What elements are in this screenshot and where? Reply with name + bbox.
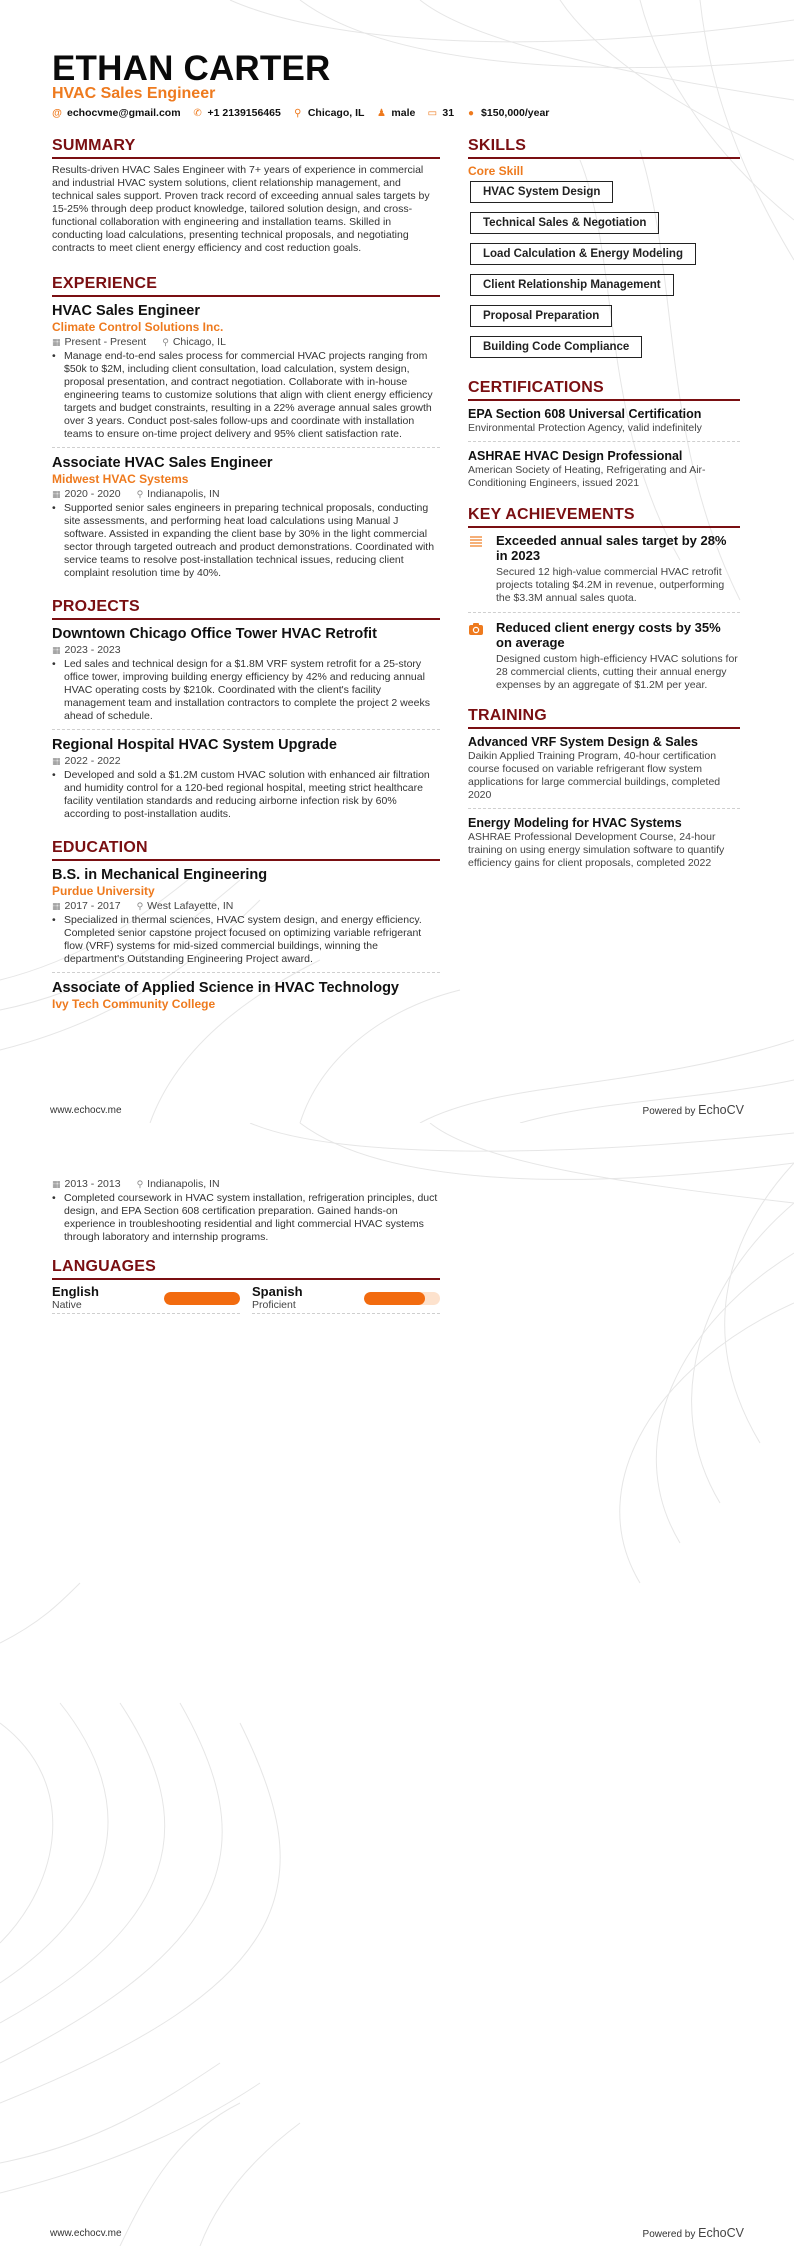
school-name: Ivy Tech Community College — [52, 997, 216, 1011]
language-item — [252, 1285, 440, 1314]
project-dates: 2022 - 2022 — [64, 755, 121, 767]
education-dates: 2017 - 2017 — [64, 900, 121, 912]
certification-desc: American Society of Heating, Refrigerating and Air-Conditioning Engineers, issued 2021 — [468, 464, 706, 489]
job-location: Chicago, IL — [172, 336, 226, 348]
job-bullet — [52, 350, 440, 441]
education-dates: 2013 - 2013 — [64, 1178, 121, 1190]
job-location: Indianapolis, IN — [147, 488, 220, 500]
job-bullet — [52, 502, 440, 580]
language-level: Proficient — [252, 1299, 296, 1311]
language-name: Spanish — [252, 1284, 303, 1299]
calendar-icon: ▦ — [52, 645, 61, 655]
education-meta — [52, 1178, 440, 1191]
job-title: HVAC Sales Engineer — [52, 303, 201, 319]
education-item — [52, 979, 440, 1012]
achievement-desc: Designed custom high-efficiency HVAC solutions for 28 commercial clients, cutting their annual energy expenses by an aggregate of $1.2M per year. — [496, 653, 738, 691]
candidate-job-title: HVAC Sales Engineer — [52, 85, 216, 102]
section-heading-training: TRAINING — [468, 707, 740, 729]
training-title: Advanced VRF System Design & Sales — [468, 735, 698, 749]
footer-website-link[interactable]: www.echocv.me — [50, 1105, 122, 1116]
achievement-title: Exceeded annual sales target by 28% in 2023 — [496, 533, 727, 563]
section-heading-experience: EXPERIENCE — [52, 275, 440, 297]
training-item — [468, 734, 740, 809]
bullet-text: Led sales and technical design for a $1.8M VRF system retrofit for a 25-story office tower, improving building energy efficiency by 42% and reducing annual HVAC operating costs by $210k. Coordinated with the client's facility management team and installation contractors to complete the project 2 weeks ahead of schedule. — [64, 658, 430, 722]
section-heading-achievements: KEY ACHIEVEMENTS — [468, 506, 740, 528]
project-meta — [52, 644, 440, 657]
education-location: Indianapolis, IN — [147, 1178, 220, 1190]
section-heading-education: EDUCATION — [52, 839, 440, 861]
education-item-continued — [52, 1178, 440, 1244]
skills-section — [468, 137, 740, 367]
bullet-icon: • — [52, 769, 56, 781]
bullet-text: Completed coursework in HVAC system installation, refrigeration principles, duct design, and EPA Section 608 certification preparation. Gained hands-on experience in troubleshooting residential and light commercial HVAC systems through laboratory and internship programs. — [64, 1192, 438, 1243]
company-name: Midwest HVAC Systems — [52, 472, 189, 486]
summary-text: Results-driven HVAC Sales Engineer with 7+ years of experience in commercial and industrial HVAC system solutions, client relationship management, and technical sales support. Proven track record of exceeding annual sales targets by 15-25% through deep product knowledge, tailored solution design, and cross-functional collaboration with engineering and installation teams. Skilled in conducting load calculations, presenting technical proposals, and negotiating contracts to meet client energy efficiency and cost reduction goals. — [52, 164, 430, 254]
language-level: Native — [52, 1299, 82, 1311]
calendar-icon: ▦ — [52, 901, 61, 911]
skill-chip: Client Relationship Management — [470, 274, 674, 296]
company-name: Climate Control Solutions Inc. — [52, 320, 224, 334]
calendar-icon: ▭ — [427, 107, 438, 119]
experience-section — [52, 275, 440, 586]
skill-chip: Technical Sales & Negotiation — [470, 212, 659, 234]
at-icon: @ — [52, 107, 62, 119]
left-column — [52, 137, 440, 1012]
certification-item — [468, 448, 740, 496]
language-proficiency-bar — [164, 1292, 240, 1305]
language-proficiency-bar — [364, 1292, 440, 1305]
section-heading-certifications: CERTIFICATIONS — [468, 379, 740, 401]
training-section — [468, 707, 740, 876]
contact-age — [427, 107, 454, 119]
bullet-text: Developed and sold a $1.2M custom HVAC solution with enhanced air filtration and humidity control for a 120-bed regional hospital, meeting strict healthcare facility ventilation standards and reducing airborne infection risk by 60% according to post-installation audits. — [64, 769, 430, 820]
achievement-title: Reduced client energy costs by 35% on average — [496, 620, 721, 650]
brand-name[interactable]: EchoCV — [698, 2226, 744, 2240]
resume-page-2 — [0, 1123, 794, 2246]
email-text: echocvme@gmail.com — [67, 107, 181, 119]
right-column — [468, 137, 740, 882]
project-bullet — [52, 658, 440, 723]
project-item — [52, 625, 440, 730]
language-name: English — [52, 1284, 99, 1299]
location-pin-icon: ⚲ — [136, 901, 144, 911]
footer-powered-by — [643, 2226, 744, 2240]
achievement-item — [468, 620, 740, 699]
left-column-continued — [52, 1177, 440, 1314]
education-section — [52, 839, 440, 1012]
school-name: Purdue University — [52, 884, 155, 898]
degree-title: Associate of Applied Science in HVAC Technology — [52, 980, 399, 996]
job-meta — [52, 488, 440, 501]
calendar-icon: ▦ — [52, 756, 61, 766]
location-text: Chicago, IL — [307, 107, 365, 119]
calendar-icon: ▦ — [52, 337, 61, 347]
education-location: West Lafayette, IN — [147, 900, 234, 912]
certification-title: ASHRAE HVAC Design Professional — [468, 449, 683, 463]
bullet-icon: • — [52, 1192, 56, 1204]
phone-icon: ✆ — [193, 107, 202, 119]
powered-by-label: Powered by — [642, 1106, 699, 1117]
training-item — [468, 815, 740, 876]
brand-name[interactable]: EchoCV — [698, 1103, 744, 1117]
location-pin-icon: ⚲ — [136, 1179, 144, 1189]
contact-phone[interactable] — [193, 107, 281, 119]
proficiency-fill — [364, 1292, 425, 1305]
bullet-text: Manage end-to-end sales process for commercial HVAC projects ranging from $50k to $2M, including client consultation, load calculation, system design, proposal presentation, and contract negotiation. Collaborate with in-house engineering teams to customize solutions that align with client energy efficiency targets and budget constraints, resulting in a 22% average annual sales growth over 3 years. Conduct post-sales follow-ups and coordinate with installation teams to ensure on-time project delivery and 95% client satisfaction rate. — [64, 350, 433, 440]
skill-chip-list — [468, 181, 740, 367]
training-title: Energy Modeling for HVAC Systems — [468, 816, 682, 830]
language-list — [52, 1285, 440, 1314]
footer-website-link[interactable]: www.echocv.me — [50, 2228, 122, 2239]
location-pin-icon: ⚲ — [294, 107, 302, 119]
phone-text: +1 2139156465 — [207, 107, 281, 119]
contact-bar — [52, 107, 549, 119]
bullet-text: Supported senior sales engineers in preparing technical proposals, conducting site assessments, and performing heat load calculations using Manual J software. Assisted in expanding the client base by 30% in the light commercial sector through targeted outreach and product demonstrations. Coordinated with service teams to resolve post-installation technical issues, reducing client complaint resolution time by 40%. — [64, 502, 435, 579]
project-bullet — [52, 769, 440, 821]
location-pin-icon: ⚲ — [162, 337, 169, 347]
dollar-coin-icon: ● — [468, 107, 475, 119]
footer-powered-by — [643, 1103, 744, 1117]
languages-section — [52, 1258, 440, 1314]
education-meta — [52, 900, 440, 913]
project-item — [52, 736, 440, 827]
achievement-item — [468, 533, 740, 613]
bullet-icon: • — [52, 914, 56, 926]
education-bullet — [52, 914, 440, 966]
contact-salary — [466, 107, 549, 119]
bullet-icon: • — [52, 350, 56, 362]
salary-text: $150,000/year — [481, 107, 550, 119]
camera-icon — [468, 620, 484, 692]
job-dates: 2020 - 2020 — [64, 488, 121, 500]
skill-chip: Proposal Preparation — [470, 305, 612, 327]
proficiency-fill — [164, 1292, 240, 1305]
summary-section — [52, 137, 440, 255]
training-desc: Daikin Applied Training Program, 40-hour certification course focused on variable refrigerant flow system applications for large commercial buildings, completed 2020 — [468, 750, 721, 801]
section-heading-languages: LANGUAGES — [52, 1258, 440, 1280]
skill-chip: Load Calculation & Energy Modeling — [470, 243, 696, 265]
skill-group-label: Core Skill — [468, 164, 524, 178]
skill-chip: HVAC System Design — [470, 181, 613, 203]
candidate-name: ETHAN CARTER — [52, 49, 331, 88]
section-heading-summary: SUMMARY — [52, 137, 440, 159]
certification-title: EPA Section 608 Universal Certification — [468, 407, 702, 421]
job-meta — [52, 336, 440, 349]
project-dates: 2023 - 2023 — [64, 644, 121, 656]
education-bullet — [52, 1192, 440, 1244]
certification-item — [468, 406, 740, 442]
bullet-icon: • — [52, 658, 56, 670]
powered-by-label: Powered by — [642, 2229, 699, 2240]
achievements-section — [468, 506, 740, 699]
contact-email[interactable] — [52, 107, 181, 119]
education-item — [52, 866, 440, 973]
calendar-icon: ▦ — [52, 1179, 61, 1189]
person-icon: ♟ — [376, 107, 386, 119]
project-meta — [52, 755, 440, 768]
language-item — [52, 1285, 240, 1314]
gender-text: male — [391, 107, 416, 119]
contact-gender — [376, 107, 415, 119]
bullet-text: Specialized in thermal sciences, HVAC system design, and energy efficiency. Completed senior capstone project focused on optimizing variable refrigerant flow (VRF) systems for mid-sized commercial buildings, winning the department's Outstanding Engineering Project award. — [64, 914, 422, 965]
bullet-icon: • — [52, 502, 56, 514]
calendar-icon: ▦ — [52, 489, 61, 499]
project-title: Regional Hospital HVAC System Upgrade — [52, 737, 337, 753]
age-text: 31 — [442, 107, 455, 119]
section-heading-skills: SKILLS — [468, 137, 740, 159]
certifications-section — [468, 379, 740, 496]
certification-desc: Environmental Protection Agency, valid indefinitely — [468, 422, 702, 434]
location-pin-icon: ⚲ — [136, 489, 144, 499]
experience-item — [52, 302, 440, 448]
bars-icon — [468, 533, 484, 605]
job-dates: Present - Present — [64, 336, 147, 348]
degree-title: B.S. in Mechanical Engineering — [52, 867, 268, 883]
skill-chip: Building Code Compliance — [470, 336, 642, 358]
project-title: Downtown Chicago Office Tower HVAC Retrofit — [52, 626, 377, 642]
projects-section — [52, 598, 440, 827]
job-title: Associate HVAC Sales Engineer — [52, 455, 273, 471]
achievement-desc: Secured 12 high-value commercial HVAC retrofit projects totaling $4.2M in revenue, outperforming the $3.3M annual sales quota. — [496, 566, 725, 604]
training-desc: ASHRAE Professional Development Course, 24-hour training on using energy simulation software to quantify efficiency gains for client proposals, completed 2022 — [468, 831, 725, 869]
experience-item — [52, 454, 440, 586]
section-heading-projects: PROJECTS — [52, 598, 440, 620]
contact-location — [293, 107, 365, 119]
